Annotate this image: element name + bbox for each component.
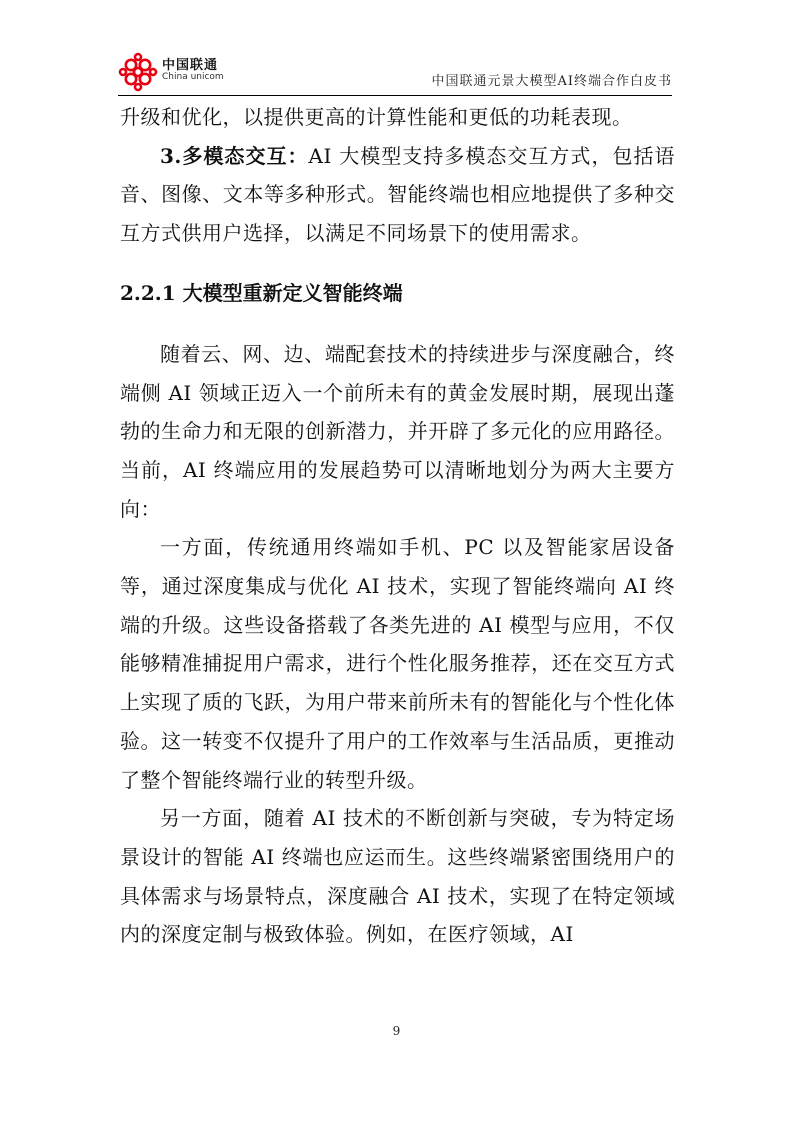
- document-title: 中国联通元景大模型AI终端合作白皮书: [431, 74, 672, 89]
- header-divider: [118, 95, 672, 96]
- logo-chinese-text: 中国联通: [162, 58, 219, 73]
- section-heading: 2.2.1 大模型重新定义智能终端: [120, 280, 403, 305]
- paragraph-multimodal: [120, 137, 675, 253]
- china-unicom-logo: [118, 52, 238, 92]
- paragraph-3: 另一方面，随着 AI 技术的不断创新与突破，专为特定场景设计的智能 AI 终端也应运而生。这些终端紧密围绕用户的具体需求与场景特点，深度融合 AI 技术，实现了在特定领域内的深度定制与极致体验。例如，在医疗领域，AI: [120, 806, 675, 947]
- paragraph-2: 一方面，传统通用终端如手机、PC 以及智能家居设备等，通过深度集成与优化 AI 技术，实现了智能终端向 AI 终端的升级。这些设备搭载了各类先进的 AI 模型与应用，不仅能够精准捕捉用户需求，进行个性化服务推荐，还在交互方式上实现了质的飞跃，为用户带来前所未有的智能化与个性化体验。这一转变不仅提升了用户的工作效率与生活品质，更推动了整个智能终端行业的转型升级。: [120, 535, 675, 792]
- page-header: [118, 48, 672, 96]
- unicom-knot-icon: [118, 52, 158, 92]
- multimodal-label: 3.多模态交互：: [160, 143, 309, 168]
- page-number: 9: [392, 1024, 401, 1038]
- paragraph-continued: 升级和优化，以提供更高的计算性能和更低的功耗表现。: [120, 105, 633, 129]
- page-body: [120, 98, 675, 954]
- logo-english-text: China unicom: [162, 72, 224, 82]
- paragraph-1: 随着云、网、边、端配套技术的持续进步与深度融合，终端侧 AI 领域正迈入一个前所未有的黄金发展时期，展现出蓬勃的生命力和无限的创新潜力，并开辟了多元化的应用路径。当前，AI 终端应用的发展趋势可以清晰地划分为两大主要方向：: [120, 341, 675, 521]
- multimodal-text: AI 大模型支持多模态交互方式，包括语音、图像、文本等多种形式。智能终端也相应地提供了多种交互方式供用户选择，以满足不同场景下的使用需求。: [120, 143, 675, 246]
